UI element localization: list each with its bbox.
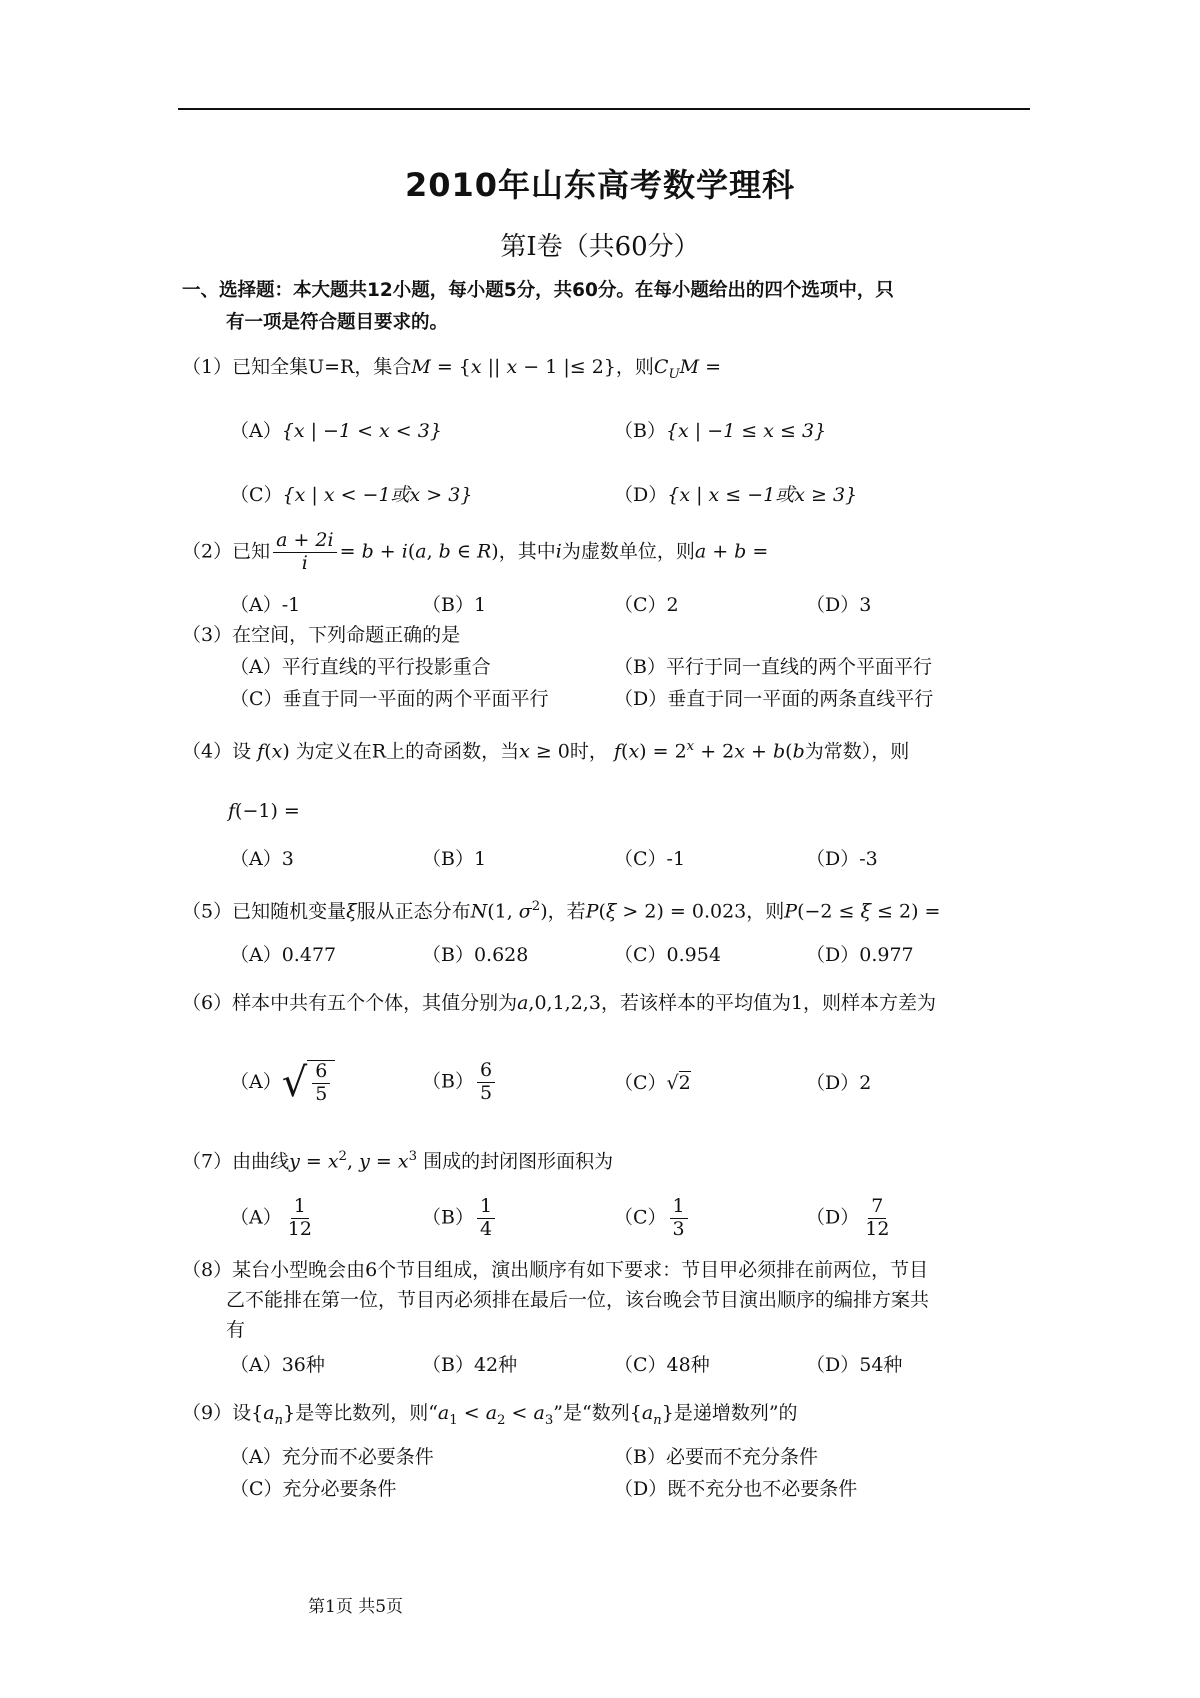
q8-option-a: （A）36种 — [230, 1354, 325, 1376]
question-5: （5）已知随机变量ξ服从正态分布N(1, $\sigma^2$)，若P(ξ > 2) = 0.023，则P(−2 ≤ ξ ≤ 2) = — [182, 899, 941, 923]
q1-option-b: （B）{x | −1 ≤ x ≤ 3} — [614, 420, 827, 442]
q7-option-d: （D） $\frac{7}{12}$ — [806, 1195, 890, 1240]
q8-option-d: （D）54种 — [806, 1354, 903, 1376]
q5-option-a: （A）0.477 — [230, 944, 337, 966]
q6-option-a: （A） √ $\frac{6}{5}$ — [230, 1060, 335, 1106]
page-title: 2010年山东高考数学理科 — [404, 166, 796, 204]
q7-option-c: （C） $\frac{1}{3}$ — [614, 1196, 691, 1241]
page-footer: 第1页 共5页 — [308, 1597, 404, 1617]
q6-option-b: （B） $\frac{6}{5}$ — [422, 1060, 498, 1105]
section-heading-line1: 一、选择题：本大题共12小题，每小题5分，共60分。在每小题给出的四个选项中，只 — [182, 280, 894, 301]
question-6: （6）样本中共有五个个体，其值分别为a,0,1,2,3，若该样本的平均值为1，则样本方差为 — [182, 992, 937, 1014]
q2-option-a: （A）-1 — [230, 594, 301, 616]
q3-option-a: （A）平行直线的平行投影重合 — [230, 656, 491, 678]
section-heading — [182, 275, 1032, 339]
question-4: （4）设 f(x) 为定义在R上的奇函数，当x ≥ 0时， $f(x) = 2^x + 2x + b(b$为常数），则 — [182, 739, 910, 763]
q4-option-c: （C）-1 — [614, 848, 686, 870]
question-3: （3）在空间，下列命题正确的是 — [182, 624, 461, 646]
question-1: （1）已知全集U=R，集合M = {x || x − 1 |≤ 2}，则$C_UM$ = — [182, 356, 722, 382]
q3-option-b: （B）平行于同一直线的两个平面平行 — [614, 656, 932, 678]
q1-option-a: （A）{x | −1 < x < 3} — [230, 420, 442, 442]
q4-option-d: （D）-3 — [806, 848, 878, 870]
q5-option-b: （B）0.628 — [422, 944, 529, 966]
q2-option-b: （B）1 — [422, 594, 487, 616]
q4-option-b: （B）1 — [422, 848, 487, 870]
q4-option-a: （A）3 — [230, 848, 294, 870]
q7-option-a: （A） $\frac{1}{12}$ — [230, 1195, 312, 1240]
question-8: （8）某台小型晚会由6个节目组成，演出顺序有如下要求：节目甲必须排在前两位，节目 乙不能排在第一位，节目丙必须排在最后一位，该台晚会节目演出顺序的编排方案共 有 — [182, 1259, 930, 1341]
q9-option-b: （B）必要而不充分条件 — [614, 1446, 818, 1468]
q3-option-d: （D）垂直于同一平面的两条直线平行 — [614, 688, 934, 710]
q7-option-b: （B） $\frac{1}{4}$ — [422, 1196, 498, 1241]
question-7: （7）由曲线$y = x^2$, $y = x^3$ 围成的封闭图形面积为 — [182, 1149, 614, 1173]
section-subtitle: 第Ⅰ卷（共60分） — [500, 232, 700, 262]
top-rule — [178, 108, 1030, 110]
question-9: （9）设$\{a_n\}$是等比数列，则“$a_1 < a_2 < a_3$”是“数列$\{a_n\}$是递增数列”的 — [182, 1402, 798, 1428]
q1-option-d: （D）{x | x ≤ −1或x ≥ 3} — [614, 484, 858, 506]
q6-option-c: （C）√2 — [614, 1072, 691, 1094]
q2-option-d: （D）3 — [806, 594, 872, 616]
q1-option-c: （C）{x | x < −1或x > 3} — [230, 484, 473, 506]
q9-option-c: （C）充分必要条件 — [230, 1478, 397, 1500]
q3-option-c: （C）垂直于同一平面的两个平面平行 — [230, 688, 549, 710]
q8-option-b: （B）42种 — [422, 1354, 518, 1376]
q5-option-d: （D）0.977 — [806, 944, 914, 966]
section-heading-line2: 有一项是符合题目要求的。 — [226, 312, 449, 333]
q6-option-d: （D）2 — [806, 1072, 872, 1094]
q2-option-c: （C）2 — [614, 594, 679, 616]
q9-option-d: （D）既不充分也不必要条件 — [614, 1478, 858, 1500]
q8-option-c: （C）48种 — [614, 1354, 710, 1376]
q5-option-c: （C）0.954 — [614, 944, 721, 966]
question-2: （2）已知 $\frac{a + 2i}{i}$ = b + i(a, b ∈ R)，其中i为虚数单位，则a + b = — [182, 529, 769, 574]
q9-option-a: （A）充分而不必要条件 — [230, 1446, 434, 1468]
question-4-expression: f(−1) = — [228, 800, 300, 822]
